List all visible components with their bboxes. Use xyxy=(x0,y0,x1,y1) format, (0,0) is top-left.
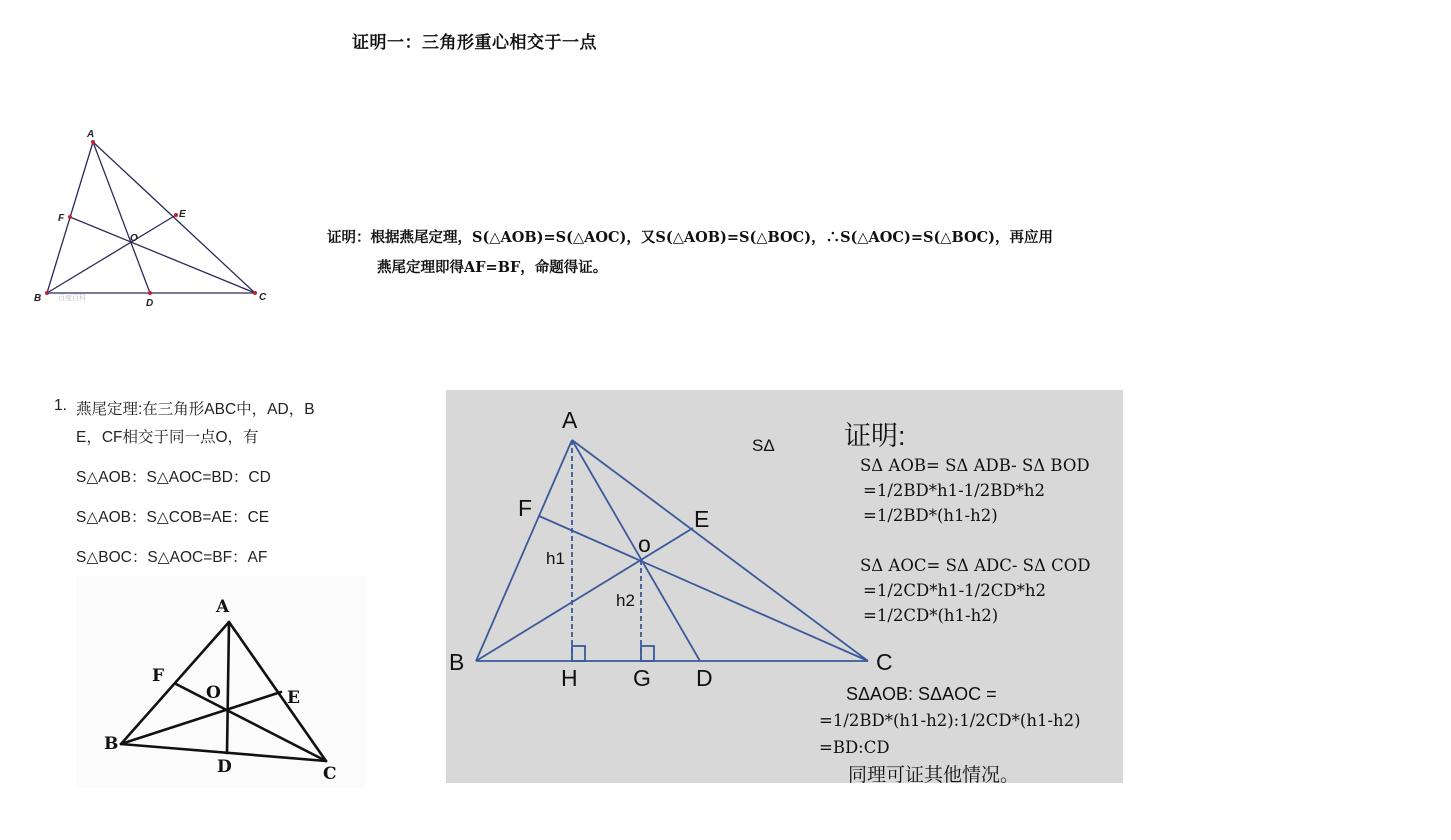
ratio-result: =BD:CD xyxy=(819,738,890,757)
theorem-eq3: S△BOC：S△AOC=BF：AF xyxy=(76,549,268,566)
fig2-label-E: E xyxy=(694,506,710,532)
theorem-line1: 燕尾定理:在三角形ABC中，AD，B xyxy=(76,401,315,418)
fig3-label-D: D xyxy=(217,757,232,777)
fig2-label-h2: h2 xyxy=(616,591,635,610)
block1-line3: =1/2BD*(h1-h2) xyxy=(863,506,998,525)
theorem-number: 1. xyxy=(54,397,67,414)
proof-panel xyxy=(446,390,1123,786)
proof1-line1: 证明：根据燕尾定理，S(△AOB)=S(△AOC)，又S(△AOB)=S(△BOC)，∴S(△AOC)=S(△BOC)，再应用 xyxy=(327,229,1054,246)
conclusion: 同理可证其他情况。 xyxy=(848,765,1020,786)
fig1-label-A: A xyxy=(87,129,95,140)
fig2-label-A: A xyxy=(562,407,578,433)
fig3-label-C: C xyxy=(323,764,337,784)
fig1-label-B: B xyxy=(34,293,42,304)
triangle-figure-1 xyxy=(34,129,272,309)
proof1-line2: 燕尾定理即得AF=BF，命题得证。 xyxy=(377,259,608,276)
theorem-line2: E，CF相交于同一点O，有 xyxy=(76,429,259,446)
fig3-label-O: O xyxy=(206,683,221,703)
fig2-label-H: H xyxy=(561,665,578,691)
fig1-label-E: E xyxy=(179,209,186,220)
block2-line1: SΔ AOC= SΔ ADC- SΔ COD xyxy=(860,556,1091,575)
fig1-watermark: 百度百科 xyxy=(58,295,86,302)
stray-label: SΔ xyxy=(752,436,775,455)
triangle-figure-3 xyxy=(76,576,366,788)
fig3-label-F: F xyxy=(152,666,165,686)
fig2-label-G: G xyxy=(633,665,651,691)
proof2-heading: 证明: xyxy=(844,421,906,451)
page-title: 证明一：三角形重心相交于一点 xyxy=(352,33,597,53)
fig2-label-O: o xyxy=(638,531,651,557)
fig1-label-D: D xyxy=(146,298,154,309)
fig3-label-B: B xyxy=(104,734,119,754)
ratio-heading: SΔAOB: SΔAOC = xyxy=(846,684,997,704)
theorem-eq2: S△AOB：S△COB=AE：CE xyxy=(76,509,270,526)
fig2-label-F: F xyxy=(518,495,533,521)
fig1-label-C: C xyxy=(259,292,267,303)
fig3-label-A: A xyxy=(216,597,230,617)
theorem-eq1: S△AOB：S△AOC=BD：CD xyxy=(76,469,271,486)
fig1-label-F: F xyxy=(58,213,65,224)
block2-line3: =1/2CD*(h1-h2) xyxy=(863,606,999,625)
ratio-line: =1/2BD*(h1-h2):1/2CD*(h1-h2) xyxy=(819,711,1081,730)
block2-line2: =1/2CD*h1-1/2CD*h2 xyxy=(863,581,1046,600)
fig2-label-C: C xyxy=(876,649,893,675)
fig3-label-E: E xyxy=(287,688,300,708)
fig2-label-h1: h1 xyxy=(546,549,565,568)
fig2-label-D: D xyxy=(696,665,713,691)
fig1-label-O: O xyxy=(130,233,138,244)
block1-line1: SΔ AOB= SΔ ADB- SΔ BOD xyxy=(860,456,1090,475)
block1-line2: =1/2BD*h1-1/2BD*h2 xyxy=(863,481,1045,500)
fig2-label-B: B xyxy=(449,649,465,675)
